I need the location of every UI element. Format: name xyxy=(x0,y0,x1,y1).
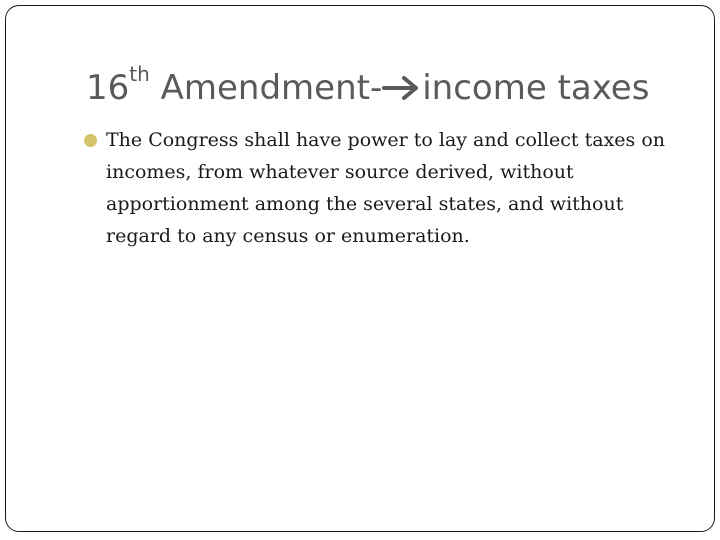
title-number: 16 xyxy=(86,68,130,108)
title-rest: income taxes xyxy=(422,68,650,108)
bullet-dot xyxy=(84,134,97,147)
slide-title xyxy=(86,61,650,110)
right-arrow-icon xyxy=(382,74,422,102)
bullet-text: The Congress shall have power to lay and collect taxes on incomes, from whatever source derived, without apportionment among the several states, and without regard to any census or enumeration. xyxy=(106,129,665,247)
bullet-item xyxy=(84,124,684,252)
slide-frame xyxy=(5,5,715,532)
title-superscript: th xyxy=(129,61,150,86)
bullet-list xyxy=(84,124,684,252)
title-word: Amendment- xyxy=(160,68,383,108)
